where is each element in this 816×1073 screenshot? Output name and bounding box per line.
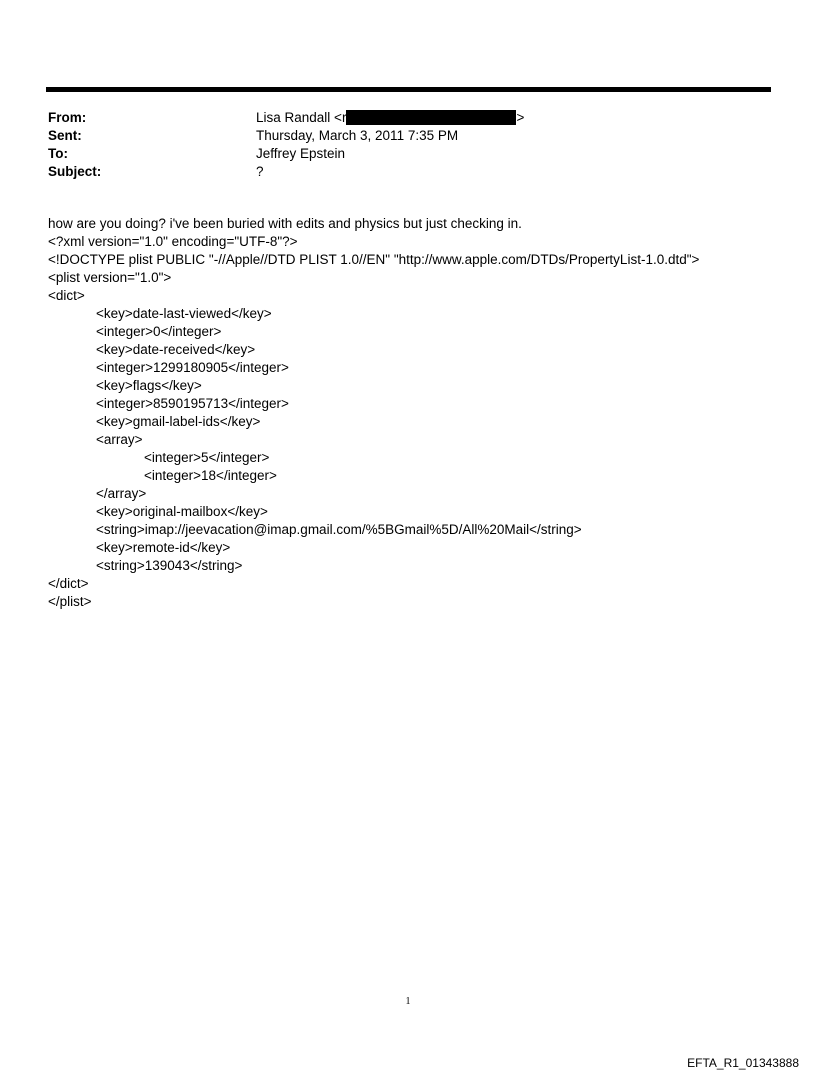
body-line: <key>remote-id</key> bbox=[96, 540, 231, 555]
sent-label: Sent: bbox=[48, 128, 82, 143]
body-line: <key>flags</key> bbox=[96, 378, 202, 393]
body-line: <key>date-received</key> bbox=[96, 342, 256, 357]
to-value: Jeffrey Epstein bbox=[256, 146, 346, 161]
body-line: <integer>5</integer> bbox=[144, 450, 270, 465]
body-line: <string>imap://jeevacation@imap.gmail.com/%5BGmail%5D/All%20Mail</string> bbox=[96, 522, 582, 537]
email-body bbox=[48, 215, 788, 611]
body-line: <dict> bbox=[48, 288, 85, 303]
to-label: To: bbox=[48, 146, 68, 161]
body-line: <integer>1299180905</integer> bbox=[96, 360, 289, 375]
from-name: Lisa Randall < bbox=[256, 110, 342, 125]
body-line: <!DOCTYPE plist PUBLIC "-//Apple//DTD PLIST 1.0//EN" "http://www.apple.com/DTDs/PropertyList-1.0.dtd"> bbox=[48, 252, 700, 267]
sent-value: Thursday, March 3, 2011 7:35 PM bbox=[256, 128, 459, 143]
from-row bbox=[48, 109, 748, 127]
body-line: <plist version="1.0"> bbox=[48, 270, 172, 285]
from-value bbox=[256, 109, 524, 127]
body-line: how are you doing? i've been buried with edits and physics but just checking in. bbox=[48, 216, 522, 231]
body-line: <key>original-mailbox</key> bbox=[96, 504, 268, 519]
page-number: 1 bbox=[405, 996, 411, 1007]
subject-label: Subject: bbox=[48, 164, 102, 179]
from-close-bracket: > bbox=[516, 110, 525, 125]
from-label: From: bbox=[48, 110, 87, 125]
body-line: <?xml version="1.0" encoding="UTF-8"?> bbox=[48, 234, 298, 249]
document-id: EFTA_R1_01343888 bbox=[687, 1056, 799, 1070]
subject-row bbox=[48, 163, 748, 181]
redaction-block bbox=[346, 110, 516, 125]
email-header bbox=[48, 109, 748, 181]
body-line: <integer>18</integer> bbox=[144, 468, 277, 483]
body-line: </plist> bbox=[48, 594, 92, 609]
sent-row bbox=[48, 127, 748, 145]
body-line: </array> bbox=[96, 486, 147, 501]
header-rule bbox=[46, 87, 771, 92]
body-line: <key>date-last-viewed</key> bbox=[96, 306, 272, 321]
body-line: <integer>0</integer> bbox=[96, 324, 222, 339]
body-line: <string>139043</string> bbox=[96, 558, 243, 573]
body-line: <key>gmail-label-ids</key> bbox=[96, 414, 261, 429]
from-email-first-char: r bbox=[341, 110, 347, 125]
body-line: <array> bbox=[96, 432, 143, 447]
subject-value: ? bbox=[256, 164, 264, 179]
body-line: <integer>8590195713</integer> bbox=[96, 396, 289, 411]
body-line: </dict> bbox=[48, 576, 89, 591]
to-row bbox=[48, 145, 748, 163]
